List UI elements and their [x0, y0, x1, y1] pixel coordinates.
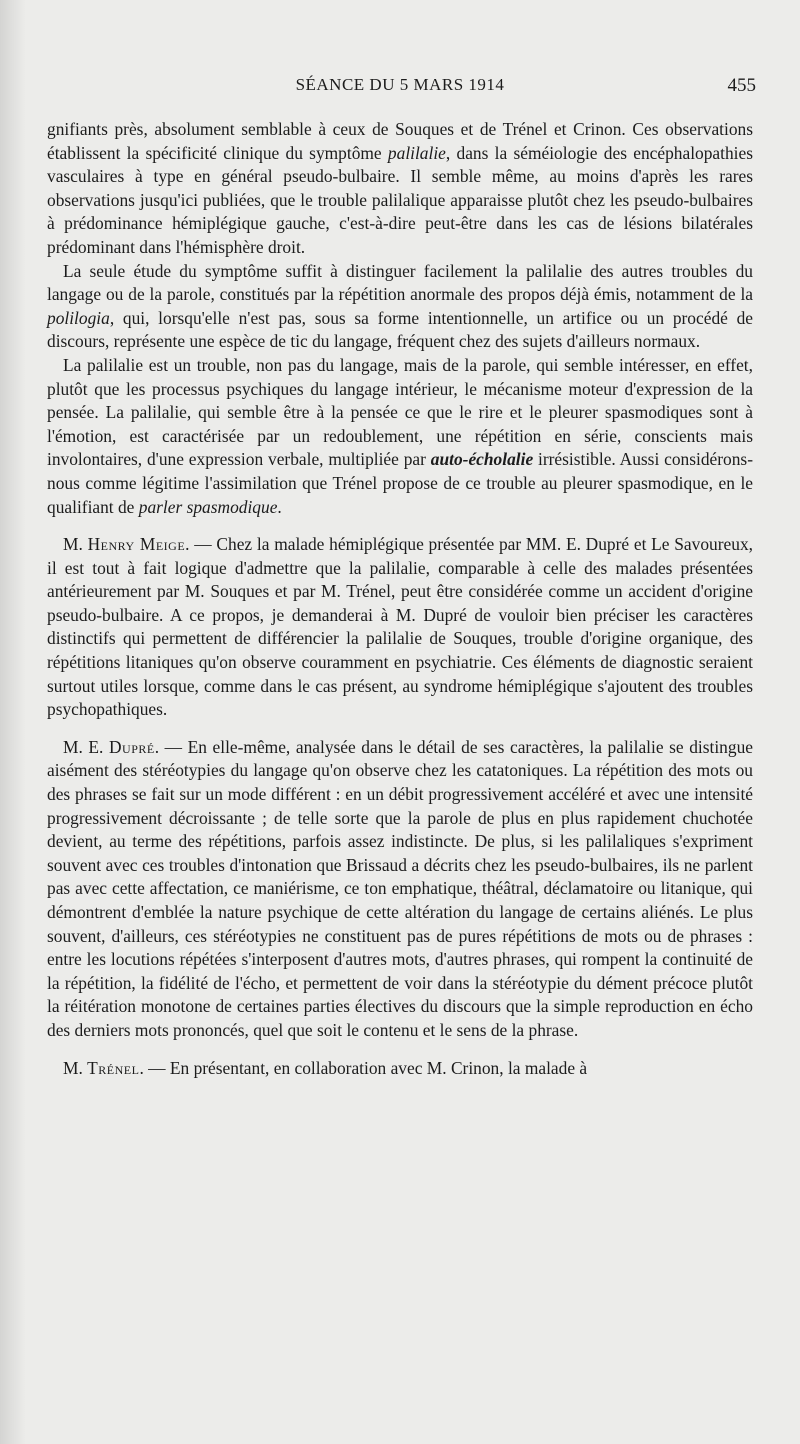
body-text — [47, 118, 753, 1080]
speaker-paragraph-dupre — [47, 736, 753, 1043]
term-polilogia: polilogia — [47, 307, 110, 328]
text-run: , qui, lorsqu'elle n'est pas, sous sa forme intentionnelle, un artifice ou un procédé de discours, représente une espèce de tic du langage, fréquent chez des sujets d'ailleurs normaux. — [47, 307, 753, 352]
text-run: . — Chez la malade hémiplégique présentée par MM. E. Dupré et Le Savoureux, il est tout à fait logique d'admettre que la palilalie, comparable à celle des malades présentées antérieurement par M. Souques et par M. Trénel, peut être considérée comme un accident d'origine pseudo-bulbaire. A ce propos, je demanderai à M. Dupré de vouloir bien préciser les caractères distinctifs qui permettent de différencier la palilalie de Souques, trouble d'origine organique, des répétitions litaniques qu'on observe couramment en psychiatrie. Ces éléments de diagnostic seraient surtout utiles lorsque, comme dans le cas présent, au syndrome hémiplégique s'ajoutent des troubles psychopathiques. — [47, 534, 753, 720]
running-head — [44, 75, 756, 101]
text-run: irrésistible. Aussi considérons-nous comme légitime l'assimilation que Trénel propose de ce trouble au pleurer spasmodique, en le qualifiant de — [47, 449, 753, 517]
speaker-prefix: M. — [63, 534, 88, 555]
speaker-name: Dupré — [108, 736, 155, 757]
page-gutter-shadow — [0, 0, 26, 1444]
term-palilalie: palilalie — [387, 142, 446, 163]
text-run: . — En elle-même, analysée dans le détail de ses caractères, la palilalie se distingue aisément des stéréotypies du langage qu'on observe chez les catatoniques. La répétition des mots ou des phrases se fait sur un mode différent : en un débit progressivement accéléré et avec une intensité progressivement décroissante ; de telle sorte que la parole de plus en plus rapidement chuchotée devient, au terme des répétitions, parfois assez indistincte. De plus, si les palilaliques s'expriment souvent avec ces troubles d'intonation que Brissaud a décrits chez les pseudo-bulbaires, ils ne parlent pas avec cette affectation, ce maniérisme, ce ton emphatique, théâtral, déclamatoire ou litanique, qui démontrent d'emblée la nature psychique de cette altération du langage de certains aliénés. Le plus souvent, d'ailleurs, ces stéréotypies ne constituent pas de pures répétitions de mots ou de phrases : entre les locutions répétées s'interposent d'autres mots, d'autres phrases, qui rompent la continuité de la répétition, la fidélité de l'écho, et permettent de voir dans la stéréotypie du dément précoce plutôt la réitération monotone de certaines parties électives du discours que la simple reproduction en écho des derniers mots prononcés, quel que soit le contenu et le sens de la phrase. — [47, 736, 753, 1040]
paragraph-3 — [47, 354, 753, 519]
text-run: . — [277, 496, 282, 517]
paragraph-1 — [47, 118, 753, 260]
text-run: gnifiants près, absolument semblable à ceux de Souques et de Trénel et Crinon. Ces observations établissent la spécificité clinique du symptôme — [47, 119, 753, 163]
term-parler-spasmodique: parler spasmodique — [138, 496, 278, 517]
speaker-prefix: M. E. — [63, 736, 109, 757]
running-head-title: SÉANCE DU 5 MARS 1914 — [295, 75, 505, 94]
speaker-paragraph-meige — [47, 533, 753, 722]
term-auto-echolalie: auto-écholalie — [430, 449, 534, 470]
paragraph-2 — [47, 260, 753, 354]
speaker-name: Trénel — [87, 1057, 140, 1078]
speaker-prefix: M. — [63, 1057, 88, 1078]
text-run: La seule étude du symptôme suffit à distinguer facilement la palilalie des autres troubles du langage ou de la parole, constitués par la répétition anormale des propos déjà émis, notamment de la — [47, 260, 753, 305]
speaker-paragraph-trenel — [47, 1057, 753, 1081]
text-run: . — En présentant, en collaboration avec M. Crinon, la malade à — [139, 1057, 588, 1078]
page-number: 455 — [727, 75, 756, 96]
text-run: , dans la séméiologie des encéphalopathies vasculaires à type en général pseudo-bulbaire. Il semble même, au moins d'après les rares observations jusqu'ici publiées, que le trouble palilalique apparaisse plutôt chez les pseudo-bulbaires à prédominance hémiplégique gauche, c'est-à-dire peut-être dans les cas de lésions bilatérales prédominant dans l'hémisphère droit. — [47, 142, 753, 257]
text-run: La palilalie est un trouble, non pas du langage, mais de la parole, qui semble intéresser, en effet, plutôt que les processus psychiques du langage intérieur, le mécanisme moteur d'expression de la pensée. La palilalie, qui semble être à la pensée ce que le rire et le pleurer spasmodiques sont à l'émotion, est caractérisée par un redoublement, une répétition en série, conscients mais involontaires, d'une expression verbale, multipliée par — [47, 354, 753, 470]
speaker-name: Henry Meige — [87, 534, 186, 555]
